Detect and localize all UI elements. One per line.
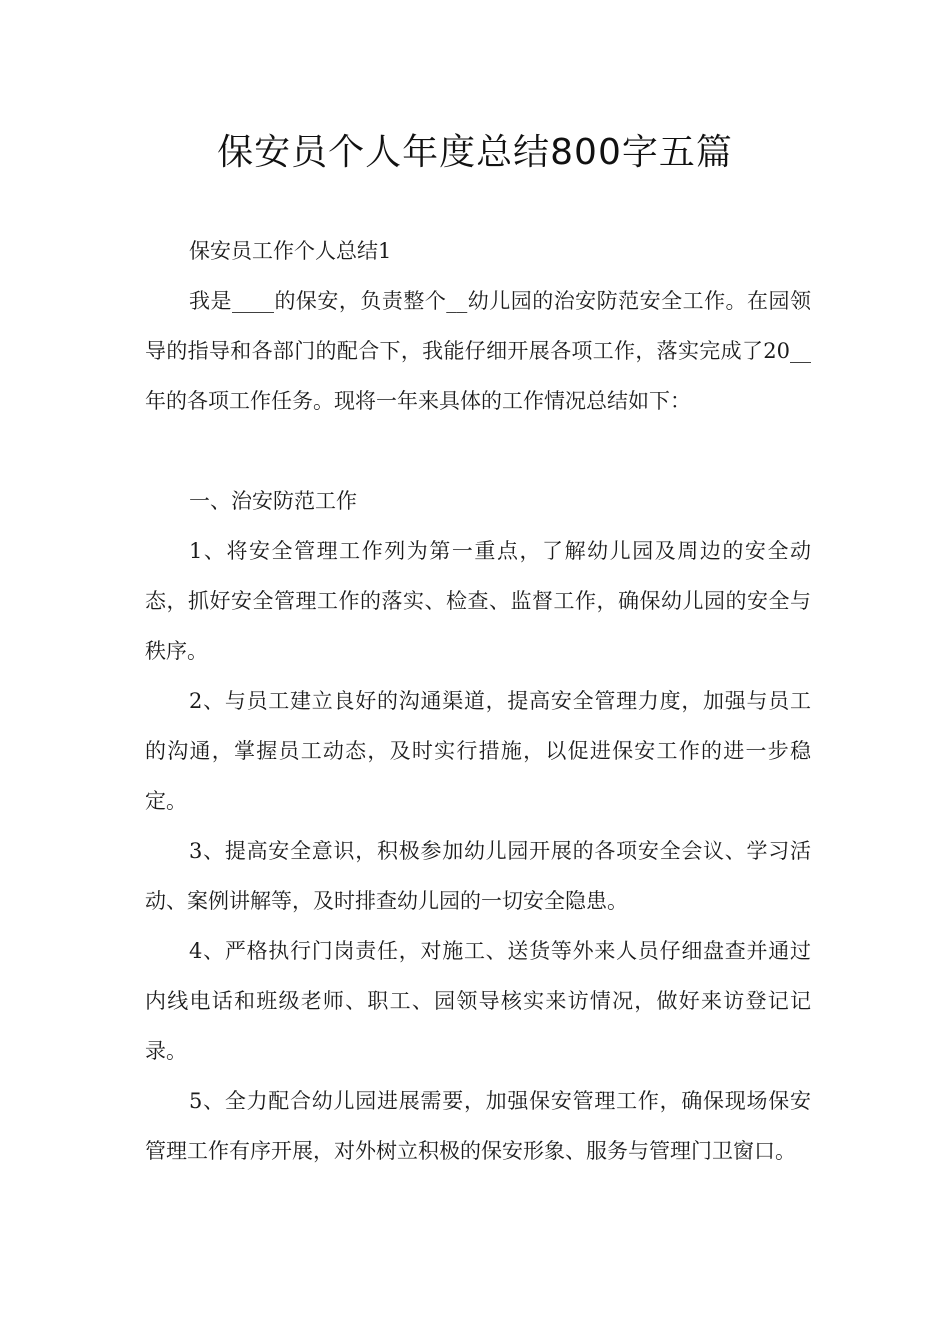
section-heading: 一、治安防范工作 xyxy=(189,489,357,513)
list-item: 5、全力配合幼儿园进展需要，加强保安管理工作，确保现场保安管理工作有序开展，对外树立积极的保安形象、服务与管理门卫窗口。 xyxy=(145,1089,811,1163)
intro-paragraph: 我是____的保安，负责整个__幼儿园的治安防范安全工作。在园领导的指导和各部门的配合下，我能仔细开展各项工作，落实完成了20__年的各项工作任务。现将一年来具体的工作情况总结如下： xyxy=(145,289,811,413)
subtitle: 保安员工作个人总结1 xyxy=(189,239,392,263)
list-item: 3、提高安全意识，积极参加幼儿园开展的各项安全会议、学习活动、案例讲解等，及时排查幼儿园的一切安全隐患。 xyxy=(145,839,811,913)
list-item: 2、与员工建立良好的沟通渠道，提高安全管理力度，加强与员工的沟通，掌握员工动态，及时实行措施，以促进保安工作的进一步稳定。 xyxy=(145,689,811,813)
list-item: 4、严格执行门岗责任，对施工、送货等外来人员仔细盘查并通过内线电话和班级老师、职工、园领导核实来访情况，做好来访登记记录。 xyxy=(145,939,811,1063)
list-item: 1、将安全管理工作列为第一重点，了解幼儿园及周边的安全动态，抓好安全管理工作的落实、检查、监督工作，确保幼儿园的安全与秩序。 xyxy=(145,539,811,663)
document-title: 保安员个人年度总结800字五篇 xyxy=(217,132,733,173)
